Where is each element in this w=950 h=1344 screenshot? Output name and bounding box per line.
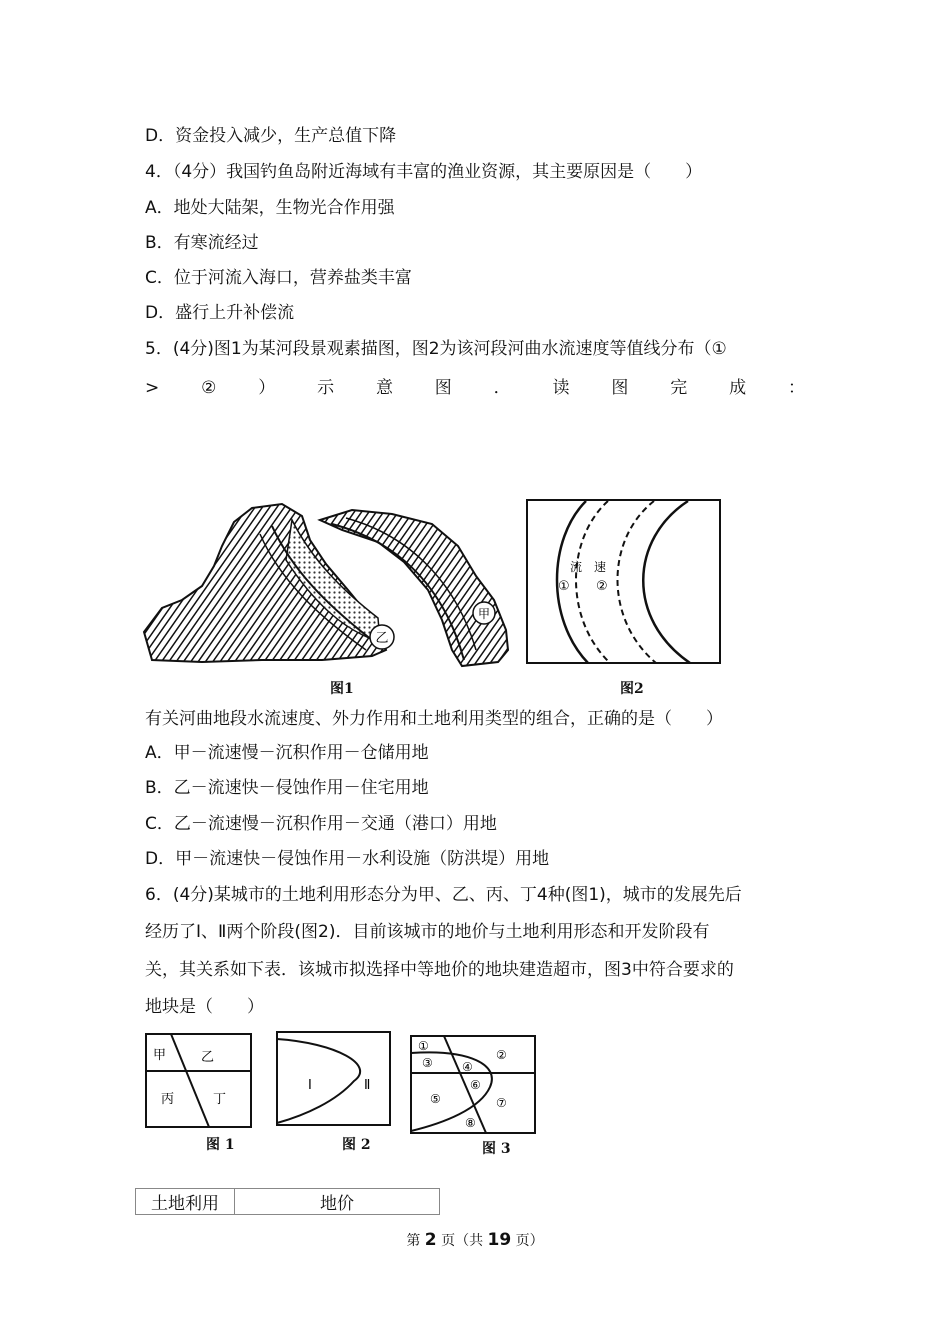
table-row bbox=[136, 1189, 440, 1215]
q5-option-d: D．甲－流速快－侵蚀作用－水利设施（防洪堤）用地 bbox=[145, 849, 550, 869]
plot-jia: 甲 bbox=[153, 1048, 167, 1063]
footer-total-pages: 19 bbox=[487, 1230, 512, 1250]
plot-1: ① bbox=[418, 1039, 429, 1053]
q5-char: ② bbox=[201, 378, 217, 398]
q5-question: 有关河曲地段水流速度、外力作用和土地利用类型的组合，正确的是（ ） bbox=[145, 709, 723, 729]
velocity-label-1: ① bbox=[558, 579, 570, 594]
stage-2-label: Ⅱ bbox=[364, 1078, 371, 1093]
q5-option-b: B．乙－流速快－侵蚀作用－住宅用地 bbox=[145, 778, 429, 798]
q5-figure-2-velocity-contours bbox=[526, 499, 722, 665]
plot-7: ⑦ bbox=[496, 1096, 507, 1110]
velocity-label-2: ② bbox=[596, 579, 608, 594]
q5-option-c: C．乙－流速慢－沉积作用－交通（港口）用地 bbox=[145, 814, 497, 834]
q6-figure-1-land-use bbox=[145, 1033, 253, 1129]
stage-1-label: Ⅰ bbox=[308, 1078, 312, 1093]
q4-stem: 4．（4分）我国钓鱼岛附近海域有丰富的渔业资源，其主要原因是（ ） bbox=[145, 162, 703, 182]
plot-ding: 丁 bbox=[213, 1092, 227, 1107]
q5-char: > bbox=[145, 378, 160, 398]
q5-char: 示 bbox=[317, 378, 335, 398]
q4-option-b: B．有寒流经过 bbox=[145, 233, 259, 253]
q4-option-c: C．位于河流入海口，营养盐类丰富 bbox=[145, 268, 412, 288]
q6-fig1-caption: 图 1 bbox=[206, 1137, 235, 1153]
plot-8: ⑧ bbox=[465, 1116, 476, 1130]
q5-char: 读 bbox=[552, 378, 570, 398]
q3-option-d: D．资金投入减少，生产总值下降 bbox=[145, 126, 397, 146]
footer-page-number: 2 bbox=[424, 1230, 437, 1250]
q5-char: 成 bbox=[729, 378, 747, 398]
speed-label-2: 速 bbox=[594, 560, 607, 574]
speed-label-1: 流 bbox=[570, 560, 583, 574]
col-land-price: 地价 bbox=[235, 1189, 440, 1215]
q5-fig1-caption: 图1 bbox=[330, 681, 354, 697]
land-price-table bbox=[135, 1188, 440, 1215]
q5-char: 图 bbox=[611, 378, 629, 398]
label-yi: 乙 bbox=[375, 631, 389, 646]
q6-fig3-caption: 图 3 bbox=[482, 1141, 511, 1157]
q5-fig2-caption: 图2 bbox=[620, 681, 644, 697]
q4-option-a: A．地处大陆架，生物光合作用强 bbox=[145, 198, 395, 218]
q5-figure-1-river-sketch bbox=[142, 500, 514, 670]
footer-suffix: 页） bbox=[511, 1233, 544, 1249]
plot-3: ③ bbox=[422, 1056, 433, 1070]
plot-bing: 丙 bbox=[161, 1092, 175, 1107]
q5-option-a: A．甲－流速慢－沉积作用－仓储用地 bbox=[145, 743, 429, 763]
q5-stem-line1: 5．(4分)图1为某河段景观素描图，图2为该河段河曲水流速度等值线分布（① bbox=[145, 339, 727, 359]
q6-figure-2-stages bbox=[276, 1031, 392, 1127]
q5-char: ） bbox=[258, 378, 276, 398]
q6-fig2-caption: 图 2 bbox=[342, 1137, 371, 1153]
q5-char: ． bbox=[493, 378, 511, 398]
q5-char: ： bbox=[787, 378, 805, 398]
q5-char: 意 bbox=[375, 378, 393, 398]
plot-2: ② bbox=[496, 1048, 507, 1062]
plot-yi: 乙 bbox=[201, 1050, 215, 1065]
q6-stem-line4: 地块是（ ） bbox=[145, 997, 264, 1017]
plot-6: ⑥ bbox=[470, 1078, 481, 1092]
q5-stem-line2 bbox=[145, 376, 805, 400]
q6-figure-3-plots bbox=[410, 1035, 537, 1135]
label-jia: 甲 bbox=[477, 607, 491, 621]
q6-stem-line3: 关，其关系如下表．该城市拟选择中等地价的地块建造超市，图3中符合要求的 bbox=[145, 960, 734, 980]
plot-5: ⑤ bbox=[430, 1092, 441, 1106]
q5-char: 完 bbox=[670, 378, 688, 398]
col-land-use: 土地利用 bbox=[136, 1189, 235, 1215]
plot-4: ④ bbox=[462, 1060, 473, 1074]
q4-option-d: D．盛行上升补偿流 bbox=[145, 303, 295, 323]
q6-stem-line1: 6．(4分)某城市的土地利用形态分为甲、乙、丙、丁4种(图1)，城市的发展先后 bbox=[145, 885, 742, 905]
q5-char: 图 bbox=[434, 378, 452, 398]
footer-middle: 页（共 bbox=[436, 1233, 488, 1249]
footer-prefix: 第 bbox=[406, 1233, 425, 1249]
q6-stem-line2: 经历了Ⅰ、Ⅱ两个阶段(图2)．目前该城市的地价与土地利用形态和开发阶段有 bbox=[145, 922, 710, 942]
page-footer bbox=[0, 1230, 950, 1250]
